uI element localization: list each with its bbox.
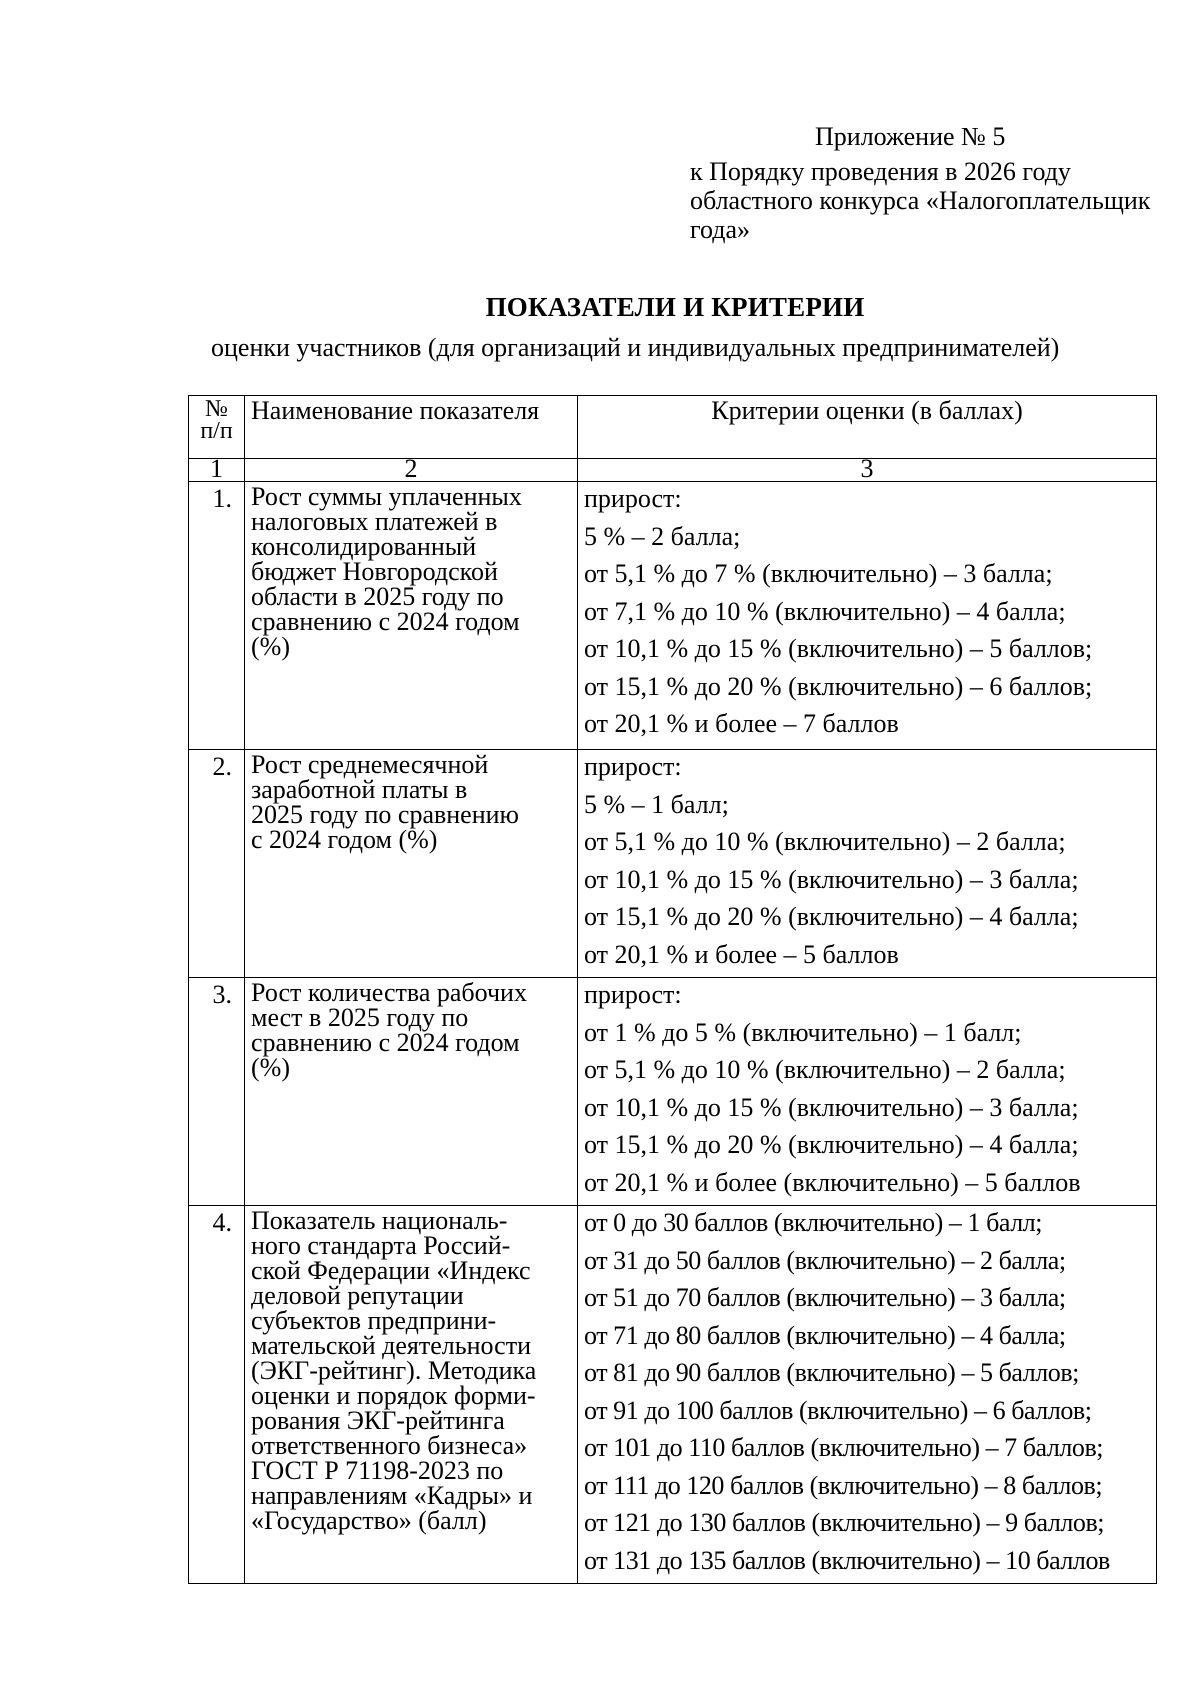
- column-index: 1: [189, 459, 245, 482]
- table-row: [189, 482, 1157, 750]
- indicator-line: ответственного бизнеса»: [251, 1431, 528, 1460]
- indicator-cell: [245, 750, 578, 978]
- indicator-line: деловой репутации: [251, 1281, 464, 1310]
- indicator-line: (%): [251, 1053, 290, 1082]
- header-number: [189, 396, 245, 459]
- indicator-line: ской Федерации «Индекс: [251, 1256, 531, 1285]
- appendix-note: [690, 122, 1150, 244]
- criteria-line: от 15,1 % до 20 % (включительно) – 6 баллов;: [584, 671, 1093, 701]
- indicator-line: Рост среднемесячной: [251, 750, 489, 779]
- appendix-title: Приложение № 5: [815, 122, 1006, 151]
- appendix-line: года»: [690, 215, 751, 244]
- table-header-row: [189, 396, 1157, 459]
- criteria-line: от 10,1 % до 15 % (включительно) – 3 балла;: [584, 1092, 1079, 1122]
- criteria-line: от 101 до 110 баллов (включительно) – 7 баллов;: [584, 1433, 1104, 1462]
- indicator-line: «Государство» (балл): [251, 1506, 487, 1535]
- indicator-line: 2025 году по сравнению: [251, 800, 519, 829]
- criteria-line: от 20,1 % и более – 5 баллов: [584, 939, 899, 969]
- document-title: ПОКАЗАТЕЛИ И КРИТЕРИИ: [485, 292, 865, 322]
- indicator-line: бюджет Новгородской: [251, 557, 498, 586]
- criteria-line: от 10,1 % до 15 % (включительно) – 5 баллов;: [584, 634, 1093, 663]
- criteria-line: от 20,1 % и более – 7 баллов: [584, 709, 899, 738]
- indicator-cell: [245, 978, 578, 1206]
- appendix-line: областного конкурса «Налогоплательщик: [690, 186, 1151, 215]
- criteria-line: от 81 до 90 баллов (включительно) – 5 баллов;: [584, 1358, 1079, 1387]
- criteria-line: от 31 до 50 баллов (включительно) – 2 балла;: [584, 1245, 1066, 1275]
- row-number: 1.: [189, 482, 245, 750]
- criteria-line: 5 % – 2 балла;: [584, 521, 741, 551]
- indicator-cell: [245, 482, 578, 750]
- indicator-line: сравнению с 2024 годом: [251, 607, 520, 636]
- indicator-line: консолидированный: [251, 532, 477, 561]
- criteria-line: прирост:: [584, 752, 682, 781]
- indicator-line: рования ЭКГ-рейтинга: [251, 1406, 505, 1435]
- indicator-line: мательской деятельности: [251, 1331, 531, 1360]
- indicator-line: оценки и порядок форми-: [251, 1381, 536, 1410]
- row-number: 3.: [189, 978, 245, 1206]
- indicator-line: (ЭКГ-рейтинг). Методика: [251, 1356, 537, 1385]
- column-index: 2: [245, 459, 578, 482]
- criteria-line: от 10,1 % до 15 % (включительно) – 3 балла;: [584, 864, 1079, 894]
- criteria-line: 5 % – 1 балл;: [584, 789, 729, 819]
- table-row: [189, 1206, 1157, 1584]
- criteria-cell: [578, 1206, 1157, 1584]
- criteria-line: от 5,1 % до 7 % (включительно) – 3 балла;: [584, 559, 1053, 588]
- header-number-label: п/п: [200, 418, 233, 444]
- criteria-line: от 7,1 % до 10 % (включительно) – 4 балла;: [584, 596, 1066, 626]
- indicator-line: с 2024 годом (%): [251, 825, 438, 854]
- criteria-line: прирост:: [584, 980, 682, 1009]
- criteria-line: от 20,1 % и более (включительно) – 5 баллов: [584, 1167, 1081, 1197]
- criteria-line: от 71 до 80 баллов (включительно) – 4 балла;: [584, 1320, 1066, 1350]
- header-indicator-name: Наименование показателя: [245, 396, 578, 459]
- indicator-line: ГОСТ Р 71198-2023 по: [251, 1456, 504, 1485]
- criteria-line: от 121 до 130 баллов (включительно) – 9 баллов;: [584, 1508, 1105, 1537]
- indicator-line: Рост суммы уплаченных: [251, 482, 522, 511]
- header-criteria: Критерии оценки (в баллах): [578, 396, 1157, 459]
- indicator-line: Показатель националь-: [251, 1206, 508, 1235]
- indicator-line: сравнению с 2024 годом: [251, 1028, 520, 1057]
- header-number-symbol: №: [205, 396, 228, 422]
- criteria-line: прирост:: [584, 484, 682, 513]
- indicator-line: мест в 2025 году по: [251, 1003, 469, 1032]
- appendix-line: к Порядку проведения в 2026 году: [690, 157, 1071, 186]
- indicator-line: области в 2025 году по: [251, 582, 504, 611]
- criteria-line: от 0 до 30 баллов (включительно) – 1 балл;: [584, 1208, 1043, 1237]
- indicator-line: ного стандарта Россий-: [251, 1231, 511, 1260]
- criteria-line: от 51 до 70 баллов (включительно) – 3 балла;: [584, 1283, 1066, 1312]
- indicator-line: направлениям «Кадры» и: [251, 1481, 533, 1510]
- table-row: [189, 978, 1157, 1206]
- row-number: 2.: [189, 750, 245, 978]
- indicator-cell: [245, 1206, 578, 1584]
- indicator-line: (%): [251, 632, 290, 661]
- criteria-line: от 5,1 % до 10 % (включительно) – 2 балла;: [584, 827, 1066, 856]
- column-index: 3: [578, 459, 1157, 482]
- criteria-line: от 15,1 % до 20 % (включительно) – 4 балла;: [584, 902, 1079, 931]
- criteria-line: от 91 до 100 баллов (включительно) – 6 баллов;: [584, 1395, 1092, 1425]
- criteria-line: от 131 до 135 баллов (включительно) – 10 баллов: [584, 1545, 1110, 1575]
- criteria-cell: [578, 750, 1157, 978]
- criteria-line: от 1 % до 5 % (включительно) – 1 балл;: [584, 1017, 1022, 1047]
- table-row: [189, 750, 1157, 978]
- indicator-line: налоговых платежей в: [251, 507, 498, 536]
- document-subtitle: оценки участников (для организаций и индивидуальных предпринимателей): [211, 333, 1060, 362]
- criteria-line: от 111 до 120 баллов (включительно) – 8 баллов;: [584, 1470, 1103, 1500]
- criteria-cell: [578, 482, 1157, 750]
- indicator-line: заработной платы в: [251, 775, 468, 804]
- indicator-line: Рост количества рабочих: [251, 978, 527, 1007]
- criteria-line: от 15,1 % до 20 % (включительно) – 4 балла;: [584, 1130, 1079, 1159]
- criteria-table: [188, 395, 1157, 1584]
- row-number: 4.: [189, 1206, 245, 1584]
- criteria-line: от 5,1 % до 10 % (включительно) – 2 балла;: [584, 1055, 1066, 1084]
- criteria-cell: [578, 978, 1157, 1206]
- column-index-row: [189, 459, 1157, 482]
- indicator-line: субъектов предприни-: [251, 1306, 497, 1335]
